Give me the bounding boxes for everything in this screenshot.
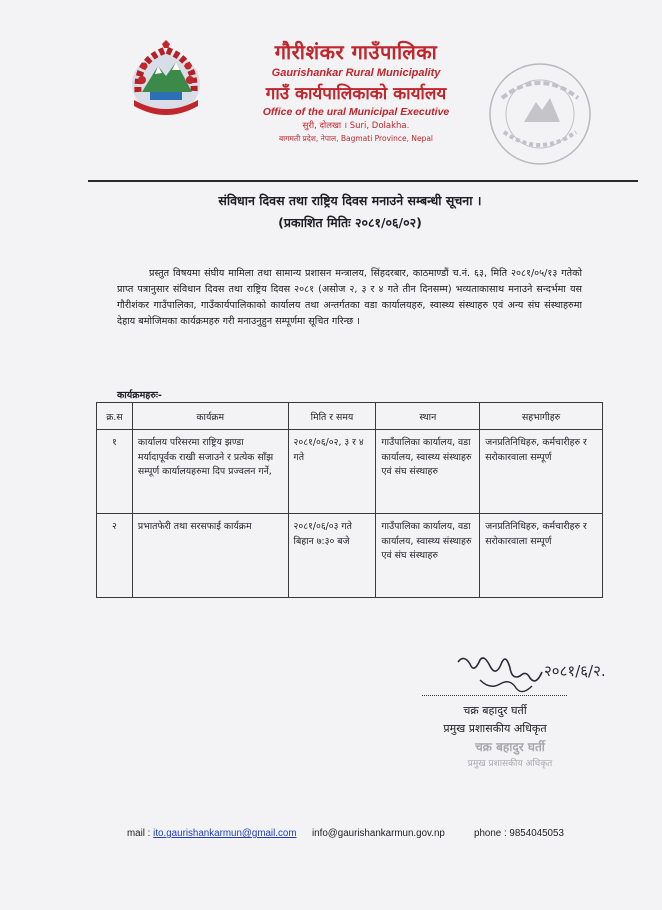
header-program: कार्यक्रम (132, 403, 288, 430)
cell-program: प्रभातफेरी तथा सरसफाई कार्यक्रम (132, 514, 288, 598)
cell-participants: जनप्रतिनिधिहरु, कर्मचारीहरु र सरोकारवाला सम्पूर्ण (480, 514, 603, 598)
signature-date: २०८१/६/२. (544, 662, 606, 680)
footer-phone: phone : 9854045053 (474, 828, 564, 839)
header-participants: सहभागीहरु (480, 403, 603, 430)
table-header-row (97, 403, 603, 430)
signatory-name: चक्र बहादुर घर्ती (463, 704, 527, 717)
header-sn: क्र.स (97, 403, 133, 430)
program-table-caption: कार्यक्रमहरुः- (117, 390, 162, 401)
office-name-en: Office of the ural Municipal Executive (262, 106, 450, 118)
cell-place: गाउँपालिका कार्यालय, वडा कार्यालय, स्वास्थ्य संस्थाहरु एवं संघ संस्थाहरु (376, 430, 480, 514)
cell-participants: जनप्रतिनिधिहरु, कर्मचारीहरु र सरोकारवाला सम्पूर्ण (480, 430, 603, 514)
municipality-name-en: Gaurishankar Rural Municipality (271, 67, 441, 79)
cell-datetime: २०८१/०६/०३ गते बिहान ७:३० बजे (288, 514, 376, 598)
program-table (96, 402, 603, 598)
signatory-designation: प्रमुख प्रशासकीय अधिकृत (443, 722, 547, 735)
cell-sn: २ (97, 514, 133, 598)
notice-paragraph: प्रस्तुत विषयमा संघीय मामिला तथा सामान्य प्रशासन मन्त्रालय, सिंहदरबार, काठमाण्डौं च.नं. ६३, मिति २०८१/०५/१३ गतेको प्राप्त पत्रानुसार संविधान दिवस तथा राष्ट्रिय दिवस २०८१ (असोज २, ३ र ४ गते तीन दिनसम्म) भव्यताकासाथ मनाउने सन्दर्भमा यस गौरीशंकर गाउँपालिका, गाउँकार्यपालिकाको कार्यालय तथा अन्तर्गतका वडा कार्यालयहरु, स्वास्थ्य संस्थाहरु एवं अन्य संघ संस्थाहरुमा देहाय बमोजिमका कार्यक्रमहरु गरी मनाउनुहुन सम्पूर्णमा सूचित गरिन्छ । (117, 268, 582, 327)
notice-title: संविधान दिवस तथा राष्ट्रिय दिवस मनाउने सम्बन्धी सूचना । (218, 193, 482, 208)
header-divider (88, 180, 638, 182)
cell-sn: १ (97, 430, 133, 514)
cell-program: कार्यालय परिसरमा राष्ट्रिय झण्डा मर्यादापूर्वक राखी सजाउने र प्रत्येक साँझ सम्पूर्ण कार्यालयहरुमा दिप प्रज्वलन गर्ने, (132, 430, 288, 514)
office-name-np: गाउँ कार्यपालिकाको कार्यालय (265, 84, 447, 104)
signature-line (422, 695, 567, 696)
cell-datetime: २०८१/०६/०२, ३ र ४ गते (288, 430, 376, 514)
table-row (97, 430, 603, 514)
office-seal-stamp-icon (484, 58, 596, 170)
published-date: (प्रकाशित मितिः २०८१/०६/०२) (278, 215, 422, 230)
municipality-name-np: गौरीशंकर गाउँपालिका (274, 40, 438, 64)
footer-mail (127, 828, 297, 839)
mail-label: mail : (127, 828, 151, 839)
stamp-designation: प्रमुख प्रशासकीय अधिकृत (467, 759, 553, 769)
mail-link[interactable]: ito.gaurishankarmun@gmail.com (153, 828, 297, 839)
header-datetime: मिति र समय (288, 403, 376, 430)
address-line-1: सुरी, दोलखा । Suri, Dolakha. (302, 121, 410, 131)
header-place: स्थान (376, 403, 480, 430)
table-row (97, 514, 603, 598)
name-stamp (445, 738, 575, 769)
stamp-name: चक्र बहादुर घर्ती (475, 740, 545, 754)
handwritten-signature-icon (450, 650, 606, 700)
address-line-2: बागमती प्रदेश, नेपाल, Bagmati Province, Nepal (278, 134, 434, 143)
nepal-emblem-icon (122, 40, 210, 120)
cell-place: गाउँपालिका कार्यालय, वडा कार्यालय, स्वास्थ्य संस्थाहरु एवं संघ संस्थाहरु (376, 514, 480, 598)
footer-mail-secondary[interactable]: info@gaurishankarmun.gov.np (312, 828, 445, 839)
